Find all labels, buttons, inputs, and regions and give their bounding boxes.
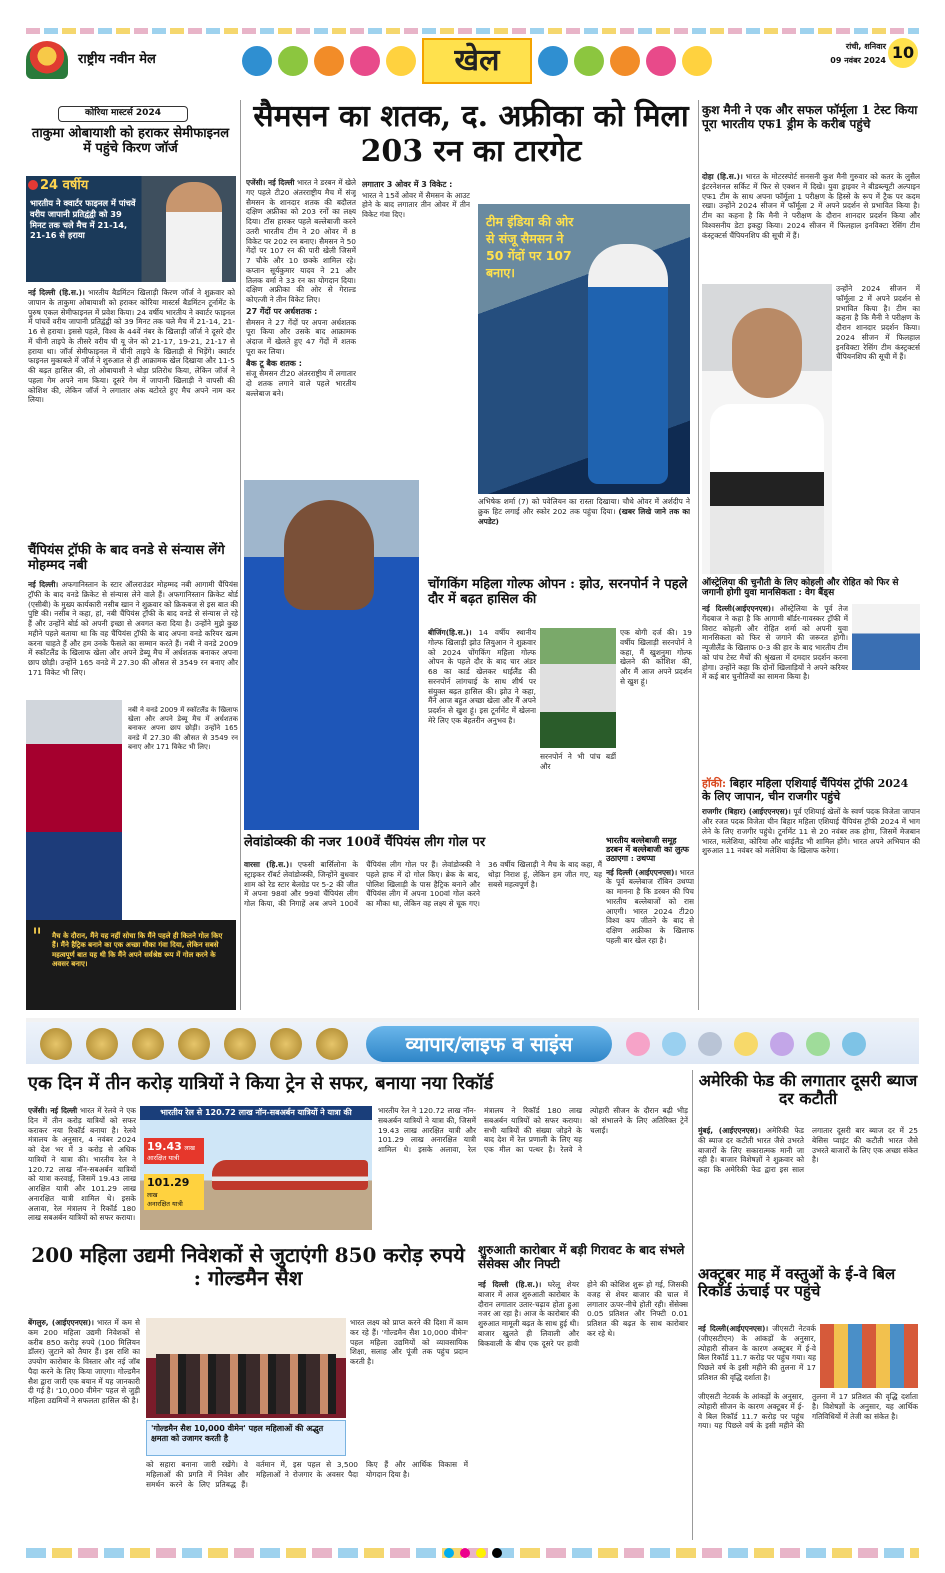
headline-kush: कुश मैनी ने एक और सफल फॉर्मूला 1 टेस्ट किया पूरा भारतीय एफ1 ड्रीम के करीब पहुंचे (702, 103, 918, 131)
color-strip-bottom (26, 1548, 919, 1558)
cycling-icon (610, 46, 640, 76)
dna-icon (770, 1032, 794, 1056)
city-day: रांची, शनिवार (845, 42, 886, 51)
body-bankers: नई दिल्ली (आईएएनएस)। भारत के पूर्व बल्लेबाज रॉबिन उथप्पा का मानना है कि डरबन की पिच भारतीय बल्लेबाजों को रास आएगी। भारत 2024 टी20 विश्व कप जीतने के बाद से दक्षिण अफ्रीका के खिलाफ पहली बार खेल रहा है। (606, 867, 694, 945)
body-samson-bottom: अभिषेक शर्मा (7) को पवेलियन का रास्ता दिखाया। चौथे ओवर में अर्शदीप ने क्रुक हिट लगाई और स्कोर 202 तक पहुंचा दिया। (खबर लिखे जाने तक का अपडेट) (478, 497, 690, 526)
kush-face (732, 308, 802, 398)
body-goldman-col3: भारत लक्ष्य को प्राप्त करने की दिशा में काम कर रहे हैं। 'गोल्डमैन सैश 10,000 वीमेन' पहल महिला उद्यमियों को व्यावसायिक शिक्षा, सलाह और पूंजी तक पहुंच प्रदान करती है। (350, 1318, 468, 1367)
registration-mark (476, 1548, 486, 1558)
header-dateline (806, 42, 886, 66)
headline-lewandowski: लेवांडोव्स्की की नजर 100वें चैंपियंस लीग गोल पर (244, 835, 486, 850)
color-strip-top (26, 28, 919, 34)
registration-mark (460, 1548, 470, 1558)
headline-kohli: ऑस्ट्रेलिया की चुनौती के लिए कोहली और रोहित को फिर से जगानी होगी युवा मानसिकता : वेग बैंड्स (702, 578, 899, 599)
rail-graphic (140, 1106, 372, 1230)
coin-icon (132, 1028, 164, 1060)
issue-date: 09 नवंबर 2024 (830, 56, 886, 65)
football-icon (278, 46, 308, 76)
body-kush-cont: उन्होंने 2024 सीजन में फॉर्मूला 2 में अपने प्रदर्शन से प्रभावित किया है। टीम का कहना है कि मैनी ने परीक्षण के दौरान शानदार प्रदर्शन किया। 2024 सीजन में फिलहाल इनविक्टा रेसिंग टीम कंस्ट्रक्टर्स चैंपियनशिप की सूची में हैं। (836, 284, 920, 362)
coin-icon (40, 1028, 72, 1060)
headline-market: शुरुआती कारोबार में बड़ी गिरावट के बाद संभले सेंसेक्स और निफ्टी (478, 1243, 685, 1271)
player-figure (166, 182, 222, 282)
body-rail-col2: भारतीय रेल ने 120.72 लाख नॉन-सबअर्बन यात्रियों ने यात्रा की, जिसमें 19.43 लाख आरक्षित यात्री और 101.29 लाख अनारक्षित यात्री शामिल थे। इसके अलावा, रेल मंत्रालय ने रिकॉर्ड 180 लाख सबअर्बन यात्रियों को सफर कराया। सभी यात्रियों की संख्या जोड़ने के बाद देश में रेल प्रणाली के लिए यह एक मील का पत्थर है। रेलवे ने त्योहारी सीजन के दौरान बढ़ी भीड़ को संभालने के लिए अतिरिक्त ट्रेनें चलाईं। (378, 1106, 688, 1155)
diving-icon (682, 46, 712, 76)
body-goldman-col2: को सहारा बनाना जारी रखेंगे। वे महिलाओं की प्रगति में निवेश और समर्थन करने के लिए प्रतिबद्ध हैं। वर्तमान में, इस पहल से 3,500 महिलाओं ने रोजगार के अवसर पैदा किए हैं और आर्थिक विकास में योगदान दिया है। (146, 1460, 468, 1489)
golf-caption: सरनपोर्न ने भी पांच बर्डी और (540, 752, 616, 771)
photo-coach (852, 604, 920, 670)
headline-goldman: 200 महिला उद्यमी निवेशकों से जुटाएंगी 850 करोड़ रुपये : गोल्डमैन सैश (31, 1243, 465, 1290)
section-title: खेल (454, 43, 500, 79)
group-figures (156, 1354, 336, 1414)
bankers-box (606, 836, 694, 1010)
hockey-block (702, 778, 920, 987)
sport-icons-bar (238, 36, 860, 86)
body-gst: नई दिल्ली(आईएएनएस)। जीएसटी नेटवर्क (जीएसटीएन) के आंकड़ों के अनुसार, त्योहारी सीजन के कारण अक्टूबर में ई-वे बिल रिकॉर्ड 11.7 करोड़ पर पहुंच गया। यह पिछले वर्ष के इसी महीने की तुलना में 17 प्रतिशत की वृद्धि दर्शाता है। (698, 1324, 816, 1382)
section-title-box (422, 38, 532, 84)
dateline-korea: नई दिल्ली (हि.स.)। (28, 288, 85, 297)
cricket-icon (242, 46, 272, 76)
registration-mark (492, 1548, 502, 1558)
photo-goldman (146, 1318, 346, 1418)
body-rail: एजेंसी। नई दिल्ली भारत में रेलवे ने एक दिन में तीन करोड़ यात्रियों को सफर कराकर नया रिकॉर्ड बनाया है। रेलवे मंत्रालय के अनुसार, 4 नवंबर 2024 को देश भर में 3 करोड़ से अधिक यात्रियों ने यात्रा की। भारतीय रेल ने 120.72 लाख नॉन-सबअर्बन यात्रियों को यात्रा करवाई, जिसमें 19.43 लाख आरक्षित यात्री और 101.29 लाख अनारक्षित यात्री शामिल थे। इसके अलावा, रेल मंत्रालय ने रिकॉर्ड 180 लाख सबअर्बन यात्रियों को सफर कराया। (28, 1106, 136, 1223)
photo-kush-maini (702, 284, 832, 574)
photo-golfer (540, 628, 616, 748)
weightlifting-icon (646, 46, 676, 76)
samson-caption: टीम इंडिया की ओर से संजू सैमसन ने 50 गेंदों पर 107 बनाए। (486, 214, 574, 280)
badminton-icon (538, 46, 568, 76)
lewandowski-quote: मैच के दौरान, मैंने यह नहीं सोचा कि मैंने पहले ही कितने गोल किए हैं। मैंने हैट्रिक बनाने का एक अच्छा मौका गंवा दिया, लेकिन सबसे महत्वपूर्ण बात यह थी कि मैंने अपने सर्वश्रेष्ठ रूप में गोल करने के अवसर बनाए। (52, 932, 223, 969)
headline-gst: अक्टूबर माह में वस्तुओं के ई-वे बिल रिकॉर्ड ऊंचाई पर पहुंचे (698, 1265, 896, 1301)
body-nabi-cont: नबी ने वनडे 2009 में स्कॉटलैंड के खिलाफ खेला और अपने डेब्यू मैच में अर्धशतक बनाकर अपना छाप छोड़ी। उन्होंने 165 वनडे में 27.30 की औसत से 3549 रन बनाए और 171 विकेट भी लिए। (128, 706, 238, 751)
business-banner-title-box (366, 1026, 612, 1062)
logo-text: राष्ट्रीय नवीन मेल (78, 51, 156, 67)
body-samson-col2: लगातार 3 ओवर में 3 विकेट : भारत ने 15वें ओवर में सैमसन के आउट होने के बाद लगातार तीन ओवर में तीन विकेट गंवा दिए। (362, 180, 470, 220)
hockey-icon (314, 46, 344, 76)
divider (240, 100, 241, 1010)
flask-icon (626, 1032, 650, 1056)
photo-kiran-george (26, 176, 236, 282)
headline-nabi: चैंपियंस ट्रॉफी के बाद वनडे से संन्यास लेंगे मोहम्मद नबी (28, 543, 225, 573)
photo-caption-big: 24 वर्षीय (40, 178, 89, 193)
science-icons (626, 1032, 906, 1058)
masthead-logo (26, 36, 236, 84)
logo-emblem-icon (26, 41, 68, 79)
lewandowski-quote-box (26, 920, 236, 1010)
pin-icon (28, 180, 38, 190)
registration-mark (444, 1548, 454, 1558)
body-gst-cont: जीएसटी नेटवर्क के आंकड़ों के अनुसार, त्योहारी सीजन के कारण अक्टूबर में ई-वे बिल रिकॉर्ड 11.7 करोड़ पर पहुंच गया। यह पिछले वर्ष के इसी महीने की तुलना में 17 प्रतिशत की वृद्धि दर्शाता है। विशेषज्ञों के अनुसार, यह आर्थिक गतिविधियों में तेजी का संकेत है। (698, 1392, 918, 1431)
headline-fed: अमेरिकी फेड की लगातार दूसरी ब्याज दर कटौती (698, 1071, 918, 1109)
goldman-caption-box (146, 1420, 346, 1456)
photo-lewandowski (26, 700, 122, 920)
gear-icon (698, 1032, 722, 1056)
body-golf-col3: एक बोगी दर्ज की। 19 वर्षीय खिलाड़ी सरनपोर्न ने कहा, मैं खुशनुमा गोल्फ खेलने की कोशिश की, और मैं आज अपने प्रदर्शन से खुश हूं। (620, 628, 692, 686)
batsman-figure (588, 244, 668, 484)
bulb-icon (734, 1032, 758, 1056)
photo-trucks (820, 1324, 918, 1388)
headline-bankers: भारतीय बल्लेबाजी समूह डरबन में बल्लेबाजी का लुत्फ उठाएगा : उथप्पा (606, 835, 689, 864)
body-market: नई दिल्ली (हि.स.)। घरेलू शेयर बाजार में आज शुरुआती कारोबार के दौरान लगातार उतार-चढ़ाव होता हुआ नजर आ रहा है। आज के कारोबार की शुरुआत मामूली बढ़त के साथ हुई थी। बाजार खुलते ही लिवाली और बिकवाली के बीच एक दूसरे पर हावी होने की कोशिश शुरू हो गई, जिसकी वजह से शेयर बाजार की चाल में लगातार ऊपर-नीचे होती रही। सेंसेक्स 0.05 प्रतिशत और निफ्टी 0.01 प्रतिशत की बढ़त के साथ कारोबार कर रहे थे। (478, 1280, 688, 1348)
stat-unreserved: 101.29 लाख अनारक्षित यात्री (144, 1174, 204, 1210)
body-goldman: बेंगलुरु, (आईएएनएस)। भारत में कम से कम 200 महिला उद्यमी निवेशकों से करीब 850 करोड़ रुपये (100 मिलियन डॉलर) जुटाने को तैयार हैं। इस राशि का उपयोग कारोबार के विस्तार और नई जॉब पैदा करने के लिए किया जाएगा। गोल्डमैन सैश द्वारा जारी एक बयान में यह जानकारी दी गई है। '10,000 वीमेन' पहल से जुड़ी महिला उद्यमियों ने सफलता हासिल की है। (28, 1318, 140, 1406)
coin-icon (270, 1028, 302, 1060)
body-fed: मुंबई, (आईएएनएस)। अमेरिकी फेड की ब्याज दर कटौती भारत जैसे उभरते बाजारों के लिए सकारात्मक मानी जा रही है। बाजार विशेषज्ञों ने शुक्रवार को कहा कि अमेरिकी फेड द्वारा इस साल लगातार दूसरी बार ब्याज दर में 25 बेसिस प्वाइंट की कटौती भारत जैसे उभरते बाजारों के लिए एक अच्छा संकेत है। (698, 1126, 918, 1175)
kicker-hockey: हॉकी: (702, 777, 727, 790)
photo-nabi (244, 480, 419, 830)
tennis-icon (386, 46, 416, 76)
coin-icon (224, 1028, 256, 1060)
update-note: (खबर लिखे जाने तक का अपडेट) (478, 506, 690, 526)
nabi-figure (284, 500, 374, 610)
kicker-korea: कोरिया मास्टर्स 2024 (58, 106, 188, 122)
quote-icon: " (32, 925, 43, 950)
divider (698, 100, 699, 1010)
divider (692, 1070, 693, 1540)
athletics-icon (350, 46, 380, 76)
page-number: 10 (888, 38, 918, 68)
body-samson-col1: एजेंसी। नई दिल्ली भारत ने डरबन में खेले गए पहले टी20 अंतरराष्ट्रीय मैच में संजू सैमसन के शानदार शतक की बदौलत दक्षिण अफ्रीका को 203 रनों का लक्ष्य दिया। टॉस हारकर पहले बल्लेबाजी करने उतरी भारतीय टीम ने 20 ओवर में 8 विकेट पर 202 रन बनाए। सैमसन ने 50 गेंदों पर 107 रन की पारी खेली जिसमें 7 चौके और 10 छक्के शामिल रहे। कप्तान सूर्यकुमार यादव ने 21 और तिलक वर्मा ने 33 रन का योगदान दिया। दक्षिण अफ्रीका की ओर से गेराल्ड कोएत्जी ने तीन विकेट लिए। 27 गेंदों पर अर्धशतक : सैमसन ने 27 गेंदों पर अपना अर्धशतक पूरा किया और उसके बाद आक्रामक अंदाज में खेलते हुए 47 गेंदों में शतक पूरा कर लिया। बैक टू बैक शतक : संजू सैमसन टी20 अंतरराष्ट्रीय में लगातार दो शतक लगाने वाले पहले भारतीय बल्लेबाज बने। (246, 178, 356, 398)
body-kush: दोहा (हि.स.)। भारत के मोटरस्पोर्ट सनसनी कुश मैनी गुरुवार को कतर के लुसैल इंटरनेशनल सर्किट में फिर से एक्शन में दिखे। युवा ड्राइवर ने बीडब्ल्यूटी अल्पाइन एफ1 टीम के साथ अपना फॉर्मूला 1 परीक्षण के हिस्से के रूप में ट्रैक पर कदम रखा। उन्होंने 2024 सीजन में फॉर्मूला 2 में अपने प्रदर्शन से प्रभावित किया है। टीम का कहना है कि मैनी ने परीक्षण के दौरान शानदार प्रदर्शन किया और विश्वसनीय डेटा इकट्ठा किया। 2024 सीजन में फिलहाल इनविक्टा रेसिंग टीम कंस्ट्रक्टर्स चैंपियनशिप की सूची में हैं। (702, 172, 920, 240)
race-suit (710, 404, 824, 574)
business-banner-title: व्यापार/लाइफ व साइंस (405, 1031, 573, 1056)
boxing-icon (574, 46, 604, 76)
headline-golf: चोंगकिंग महिला गोल्फ ओपन : झोउ, सरनपोर्न ने पहले दौर में बढ़त हासिल की (428, 577, 688, 607)
chart-icon (806, 1032, 830, 1056)
rail-graphic-title: भारतीय रेल से 120.72 लाख नॉन-सबअर्बन यात्रियों ने यात्रा की (140, 1106, 372, 1120)
coin-icon (178, 1028, 210, 1060)
headline-hockey: हॉकी: बिहार महिला एशियाई चैंपियंस ट्रॉफी 2024 के लिए जापान, चीन राजगीर पहुंचे (702, 777, 909, 803)
body-nabi: नई दिल्ली। अफगानिस्तान के स्टार ऑलराउंडर मोहम्मद नबी आगामी चैंपियंस ट्रॉफी के बाद वनडे क्रिकेट से संन्यास लेने वाले हैं। अफगानिस्तान क्रिकेट बोर्ड (एसीबी) के मुख्य कार्यकारी नसीब खान ने शुक्रवार को क्रिकबज से इस बात की पुष्टि की। नसीब ने कहा, हां, नबी चैंपियंस ट्रॉफी के बाद वनडे से संन्यास ले रहे हैं और उन्होंने बोर्ड को अपनी इच्छा से अवगत करा दिया है। उन्होंने मुझे कुछ महीने पहले बताया था कि वह चैंपियंस ट्रॉफी के बाद अपना वनडे करियर खत्म करना चाहते हैं और हम उनके फैसले का सम्मान करते हैं। नबी ने वनडे 2009 में स्कॉटलैंड के खिलाफ खेला और अपने डेब्यू मैच में अर्धशतक बनाकर अपना छाप छोड़ी। उन्होंने 165 वनडे में 27.30 की औसत से 3549 रन बनाए और 171 विकेट भी लिए। (28, 580, 238, 677)
body-lewandowski: वारसा (हि.स.)। एफसी बार्सिलोना के स्ट्राइकर रॉबर्ट लेवांडोव्स्की, जिन्होंने बुधवार शाम को रेड स्टार बेलग्रेड पर 5-2 की जीत में अपना 98वां और 99वां चैंपियंस लीग गोल किया, की निगाहें अब अपने 100वें चैंपियंस लीग गोल पर हैं। लेवांडोव्स्की ने पहले हाफ में दो गोल किए। ब्रेक के बाद, पोलिश खिलाड़ी के पास हैट्रिक बनाने और चैंपियंस लीग में अपना 100वां गोल करने का मौका था, लेकिन वह लक्ष्य से चूक गए। 36 वर्षीय खिलाड़ी ने मैच के बाद कहा, मैं थोड़ा निराश हूं, लेकिन हम जीत गए, यह सबसे महत्वपूर्ण है। (244, 860, 602, 909)
atom-icon (662, 1032, 686, 1056)
headline-samson: सैमसन का शतक, द. अफ्रीका को मिला 203 रन का टारगेट (253, 99, 689, 169)
body-korea: नई दिल्ली (हि.स.)। भारतीय बैडमिंटन खिलाड़ी किरण जॉर्ज ने शुक्रवार को जापान के ताकुमा ओबायाशी को हराकर कोरिया मास्टर्स बैडमिंटन टूर्नामेंट के पुरुष एकल सेमीफाइनल में प्रवेश किया। 24 वर्षीय भारतीय ने क्वार्टर फाइनल में पांचवें वरीय जापानी प्रतिद्वंद्वी को 39 मिनट तक चले मैच में 21-14, 21-16 से हराया। इससे पहले, विश्व के 44वें नंबर के खिलाड़ी जॉर्ज ने दूसरे दौर में चीनी ताइपे के तीसरे वरीय ची यू जेन को 21-17, 19-21, 21-17 से हराया था। जॉर्ज सेमीफाइनल में चीनी ताइपे के खिलाड़ी से भिड़ेंगे। क्वार्टर फाइनल मुकाबले में जॉर्ज ने शुरुआत से ही आक्रामक खेल दिखाया और 11-5 की बढ़त हासिल की, तो ओबायाशी ने थोड़ा प्रतिरोध किया, लेकिन जॉर्ज ने पहला गेम अपने नाम किया। दूसरे गेम में जापानी खिलाड़ी ने वापसी की कोशिश की, लेकिन जॉर्ज ने लगातार अंक बटोरते हुए मैच अपने नाम कर लिया। (28, 288, 235, 405)
business-banner (26, 1018, 919, 1064)
photo-caption: भारतीय ने क्वार्टर फाइनल में पांचवें वरीय जापानी प्रतिद्वंद्वी को 39 मिनट तक चले मैच में 21-14, 21-16 से हराया (30, 198, 136, 241)
headline-korea: ताकुमा ओबायाशी को हराकर सेमीफाइनल में पहुंचे किरण जॉर्ज (31, 126, 230, 156)
body-kohli: नई दिल्ली(आईएएनएस)। ऑस्ट्रेलिया के पूर्व तेज गेंदबाज ने कहा है कि आगामी बॉर्डर-गावस्कर ट्रॉफी में विराट कोहली और रोहित शर्मा को अपनी युवा मानसिकता को फिर से जगाने की जरूरत होगी। न्यूजीलैंड के खिलाफ 0-3 की हार के बाद भारतीय टीम को पांच टेस्ट मैचों की श्रृंखला में दमदार प्रदर्शन करना होगा। उन्होंने कहा कि दोनों खिलाड़ियों ने अपने करियर में कई बार चुनौतियों का सामना किया है। (702, 604, 848, 682)
coin-icon (316, 1028, 348, 1060)
stat-reserved: 19.43 लाख आरक्षित यात्री (144, 1138, 204, 1164)
headline-rail: एक दिन में तीन करोड़ यात्रियों ने किया ट्रेन से सफर, बनाया नया रिकॉर्ड (28, 1073, 494, 1094)
body-golf: बीजिंग(हि.स.)। 14 वर्षीय स्थानीय गोल्फ खिलाड़ी झोउ लियुआन ने शुक्रवार को 2024 चोंगकिंग महिला गोल्फ ओपन के पहले दौर के बाद चार अंडर 68 का कार्ड खेलकर थाईलैंड की सरनपोर्न लांगचाई के साथ शीर्ष पर संयुक्त बढ़त हासिल की। झोउ ने कहा, मैंने आज बहुत अच्छा खेला और मैं अपने प्रदर्शन से खुश हूं। इस टूर्नामेंट में खेलना मेरे लिए एक बेहतरीन अनुभव है। (428, 628, 536, 725)
train-illustration (212, 1160, 368, 1190)
body-hockey: राजगीर (बिहार) (आईएएनएस)। पूर्व एशियाई खेलों के स्वर्ण पदक विजेता जापान और रजत पदक विजेता चीन बिहार महिला एशियाई चैंपियंस ट्रॉफी 2024 में भाग लेने के लिए राजगीर पहुंचे। टूर्नामेंट 11 से 20 नवंबर तक होगा, जिसमें मेजबान भारत, मलेशिया, कोरिया और थाईलैंड भी शामिल होंगे। भारत अपने अभियान की शुरुआत 11 नवंबर को मलेशिया के खिलाफ करेगा। (702, 807, 920, 856)
coin-icon (86, 1028, 118, 1060)
photo-samson (478, 204, 690, 494)
goldman-caption: 'गोल्डमैन सैश 10,000 वीमेन' पहल महिलाओं की अद्भुत क्षमता को उजागर करती है (151, 1424, 324, 1444)
globe-icon (842, 1032, 866, 1056)
